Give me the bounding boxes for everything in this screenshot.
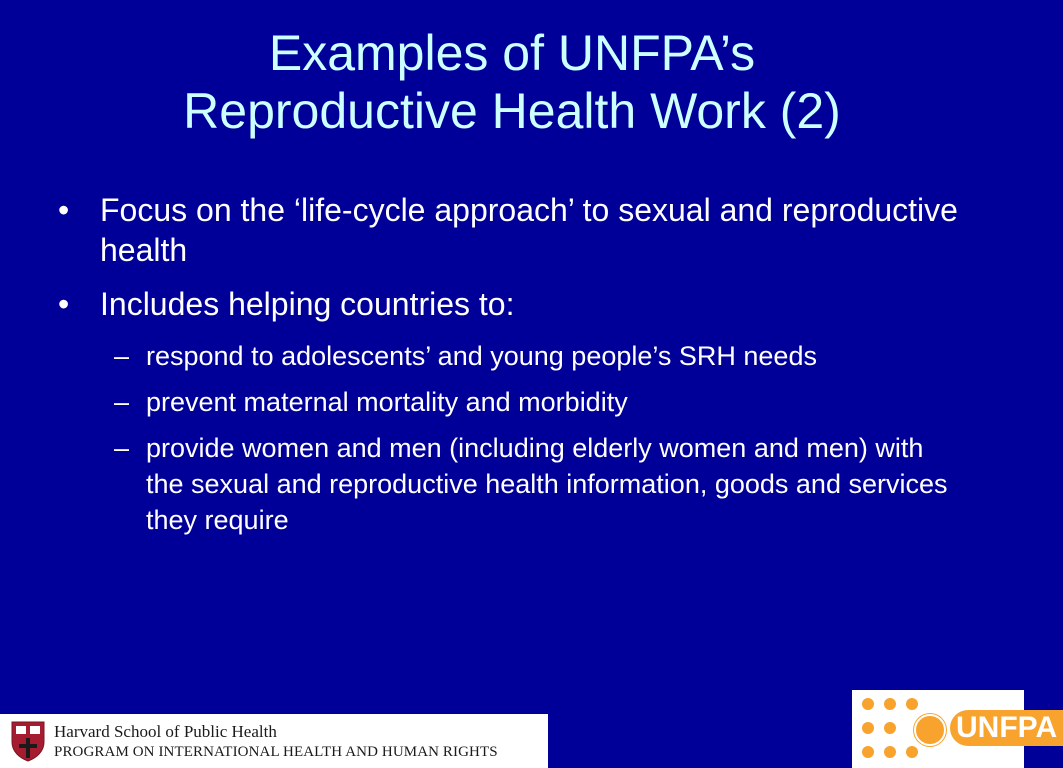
harvard-footer-logo [0, 714, 548, 768]
un-emblem-icon [914, 714, 946, 746]
logo-dot [906, 698, 918, 710]
sub-bullet-list [58, 338, 958, 538]
bullet-item [58, 284, 958, 324]
logo-dot [862, 698, 874, 710]
sub-bullet-text: respond to adolescents’ and young people’s SRH needs [146, 341, 817, 371]
sub-bullet-mark: – [114, 341, 130, 371]
logo-dot [884, 746, 896, 758]
logo-dot [884, 698, 896, 710]
slide-title [0, 24, 1024, 140]
bullet-mark: • [58, 192, 70, 228]
sub-bullet-mark: – [114, 387, 130, 417]
harvard-shield-icon [10, 720, 46, 762]
sub-bullet-item [102, 430, 958, 538]
sub-bullet-mark: – [114, 433, 130, 463]
title-line-2: Reproductive Health Work (2) [183, 83, 841, 139]
unfpa-logo [852, 690, 1058, 768]
sub-bullet-text: provide women and men (including elderly women and men) with the sexual and reproductive health information, goods and services they require [146, 433, 948, 535]
sub-bullet-item [102, 384, 958, 420]
bullet-text: Includes helping countries to: [100, 286, 515, 322]
bullet-text: Focus on the ‘life-cycle approach’ to sexual and reproductive health [100, 192, 958, 268]
harvard-program-name: PROGRAM ON INTERNATIONAL HEALTH AND HUMAN RIGHTS [54, 744, 498, 760]
sub-bullet-text: prevent maternal mortality and morbidity [146, 387, 628, 417]
unfpa-wordmark: UNFPA [950, 710, 1063, 746]
bullet-mark: • [58, 286, 70, 322]
logo-dot [862, 746, 874, 758]
harvard-school-name: Harvard School of Public Health [54, 722, 277, 741]
logo-dot [906, 746, 918, 758]
sub-bullet-item [102, 338, 958, 374]
harvard-text [54, 722, 498, 762]
slide-body [58, 190, 958, 548]
logo-dot [862, 722, 874, 734]
title-line-1: Examples of UNFPA’s [268, 25, 756, 81]
bullet-item [58, 190, 958, 270]
logo-dot [884, 722, 896, 734]
